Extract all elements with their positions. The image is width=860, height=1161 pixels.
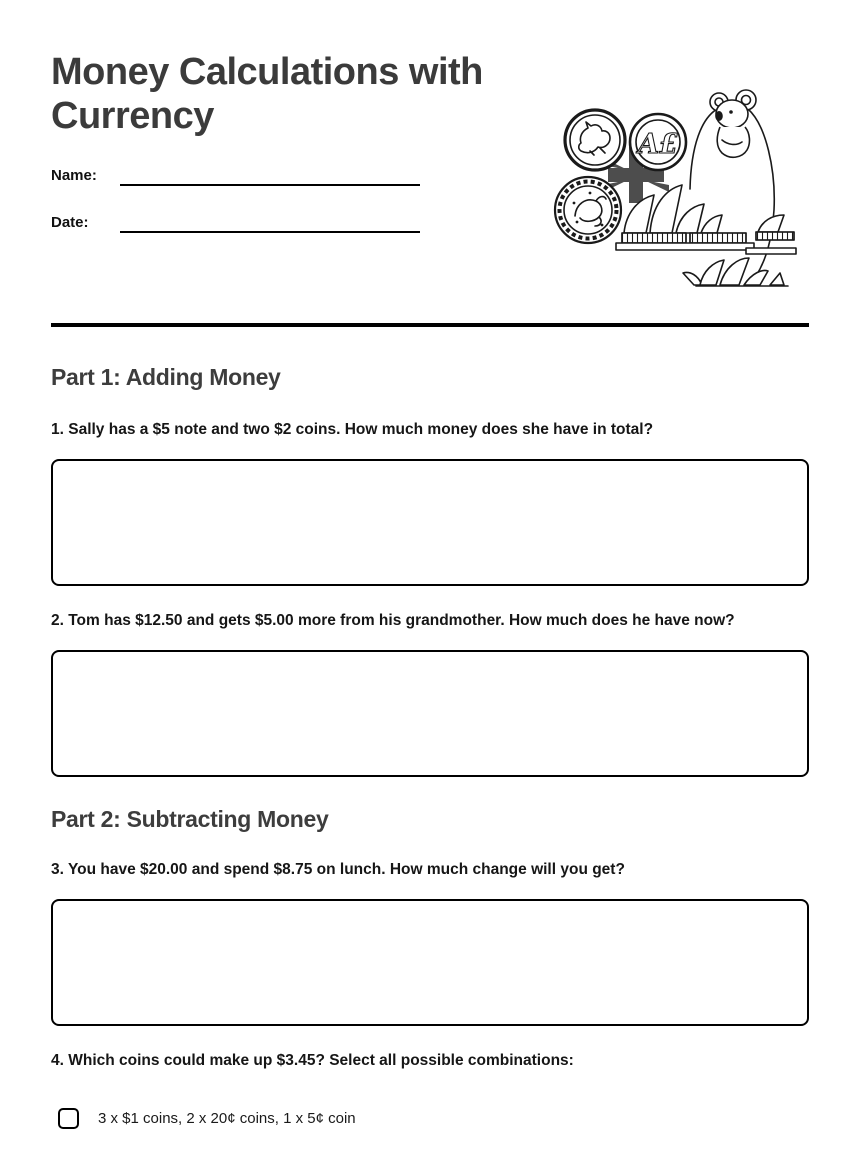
section-part1 — [51, 364, 809, 777]
name-input-line[interactable] — [120, 164, 420, 186]
answer-box-2[interactable] — [51, 650, 809, 777]
option-label-1: 3 x $1 coins, 2 x 20¢ coins, 1 x 5¢ coin — [98, 1110, 356, 1127]
date-label: Date: — [51, 214, 89, 231]
option-row-1 — [58, 1108, 809, 1129]
section-heading-part2: Part 2: Subtracting Money — [51, 806, 329, 832]
question-2: 2. Tom has $12.50 and gets $5.00 more from his grandmother. How much does he have now? — [51, 612, 735, 629]
answer-box-3[interactable] — [51, 899, 809, 1026]
page-title: Money Calculations with Currency — [51, 51, 483, 137]
question-1: 1. Sally has a $5 note and two $2 coins. How much money does she have in total? — [51, 421, 654, 438]
answer-box-1[interactable] — [51, 459, 809, 586]
section-heading-part1: Part 1: Adding Money — [51, 364, 281, 390]
name-label: Name: — [51, 167, 97, 184]
australian-money-illustration — [550, 85, 800, 290]
section-divider — [51, 323, 809, 327]
question-4: 4. Which coins could make up $3.45? Select all possible combinations: — [51, 1052, 574, 1069]
kangaroo-coin-icon — [565, 110, 625, 170]
option-checkbox-1[interactable] — [58, 1108, 79, 1129]
pound-monogram-coin-icon — [630, 114, 686, 170]
leaves-icon — [683, 258, 788, 286]
decorated-kangaroo-coin-icon — [555, 177, 621, 243]
section-part2 — [51, 806, 809, 1129]
koala-icon — [710, 90, 756, 157]
coin-monogram-text: A£ — [638, 129, 678, 160]
date-input-line[interactable] — [120, 211, 420, 233]
question-3: 3. You have $20.00 and spend $8.75 on lunch. How much change will you get? — [51, 861, 625, 878]
